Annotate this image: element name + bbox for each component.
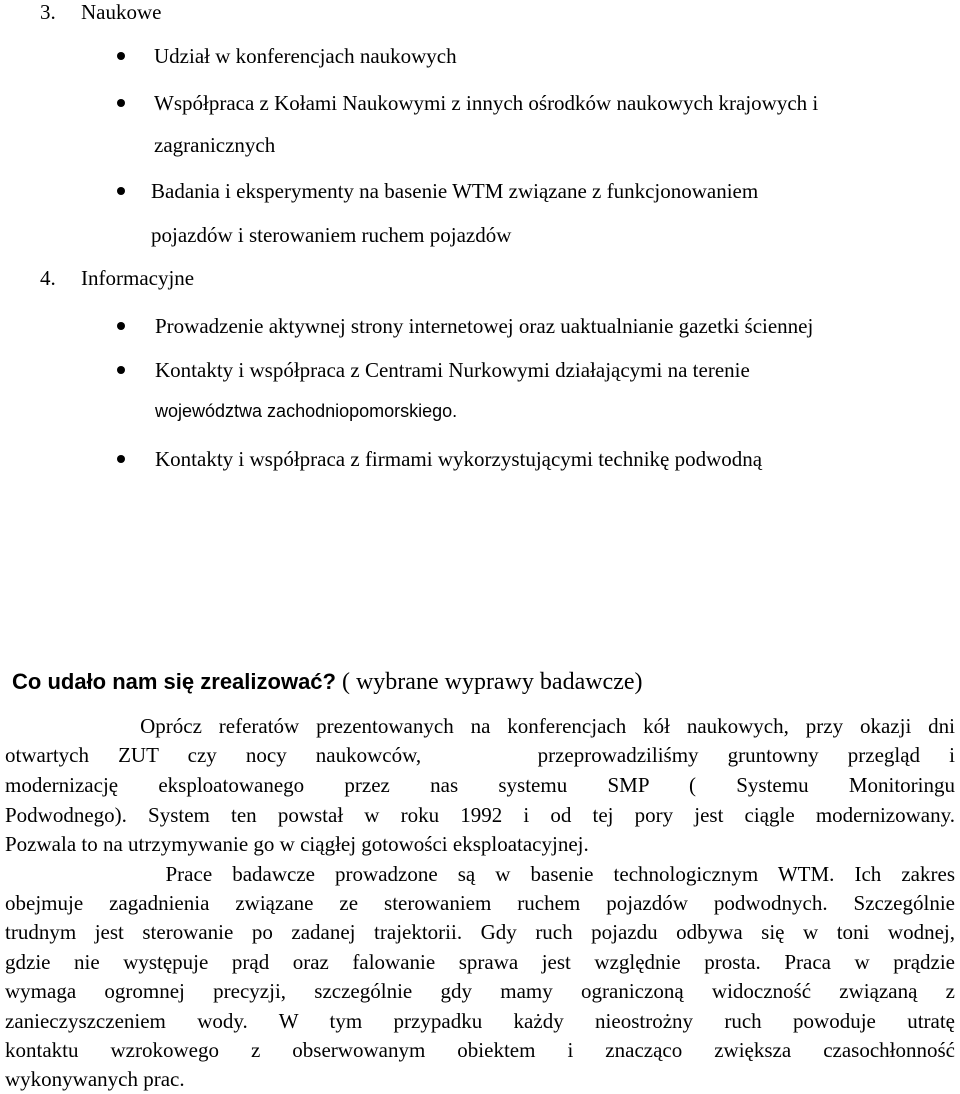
paragraph-line: obejmuje zagadnienia związane ze sterowaniem ruchem pojazdów podwodnych. Szczególnie (5, 891, 955, 915)
paragraph-line: wymaga ogromnej precyzji, szczególnie gdy mamy ograniczoną widoczność związaną z (5, 979, 955, 1003)
list-item-underwater-firms: Kontakty i współpraca z firmami wykorzystującymi technikę podwodną (155, 447, 763, 471)
paragraph-line: Prace badawcze prowadzone są w basenie technologicznym WTM. Ich zakres (5, 862, 955, 886)
paragraph-line: otwartych ZUT czy nocy naukowców, przeprowadziliśmy gruntowny przegląd i (5, 743, 955, 767)
heading-bold: Co udało nam się zrealizować? (12, 669, 336, 694)
paragraph-line: gdzie nie występuje prąd oraz falowanie sprawa jest względnie prosta. Praca w prądzie (5, 950, 955, 974)
heading-subtitle: ( wybrane wyprawy badawcze) (335, 669, 643, 695)
list-item-diving-centers-line2: województwa zachodniopomorskiego. (155, 401, 458, 421)
paragraph-line: zanieczyszczeniem wody. W tym przypadku każdy nieostrożny ruch powoduje utratę (5, 1009, 955, 1033)
list-item-conferences: Udział w konferencjach naukowych (154, 44, 457, 68)
section-3-number: 3. (40, 0, 56, 24)
paragraph-line: wykonywanych prac. (5, 1067, 185, 1091)
section-4-title: Informacyjne (81, 266, 195, 290)
paragraph-line: Oprócz referatów prezentowanych na konferencjach kół naukowych, przy okazji dni (5, 714, 955, 738)
section-4-number: 4. (40, 266, 56, 290)
list-item-research-line2: pojazdów i sterowaniem ruchem pojazdów (151, 223, 512, 247)
paragraph-line: trudnym jest sterowanie po zadanej trajektorii. Gdy ruch pojazdu odbywa się w toni wodnej, (5, 920, 955, 944)
paragraph-line: kontaktu wzrokowego z obserwowanym obiektem i znacząco zwiększa czasochłonność (5, 1038, 955, 1062)
section-3-title: Naukowe (81, 0, 162, 24)
paragraph-line: modernizację eksploatowanego przez nas systemu SMP ( Systemu Monitoringu (5, 773, 955, 797)
achievements-heading (12, 670, 643, 694)
list-item-cooperation-line1: Współpraca z Kołami Naukowymi z innych ośrodków naukowych krajowych i (154, 91, 819, 115)
list-item-research-line1: Badania i eksperymenty na basenie WTM związane z funkcjonowaniem (151, 179, 759, 203)
paragraph-line: Podwodnego). System ten powstał w roku 1992 i od tej pory jest ciągle modernizowany. (5, 803, 955, 827)
bullet-icon (117, 52, 125, 60)
bullet-icon (117, 366, 125, 374)
paragraph-line: Pozwala to na utrzymywanie go w ciągłej gotowości eksploatacyjnej. (5, 832, 589, 856)
bullet-icon (117, 322, 125, 330)
list-item-diving-centers-line1: Kontakty i współpraca z Centrami Nurkowymi działającymi na terenie (155, 358, 750, 382)
list-item-website: Prowadzenie aktywnej strony internetowej oraz uaktualnianie gazetki ściennej (155, 314, 814, 338)
list-item-cooperation-line2: zagranicznych (154, 133, 276, 157)
bullet-icon (117, 99, 125, 107)
bullet-icon (117, 187, 125, 195)
bullet-icon (117, 455, 125, 463)
